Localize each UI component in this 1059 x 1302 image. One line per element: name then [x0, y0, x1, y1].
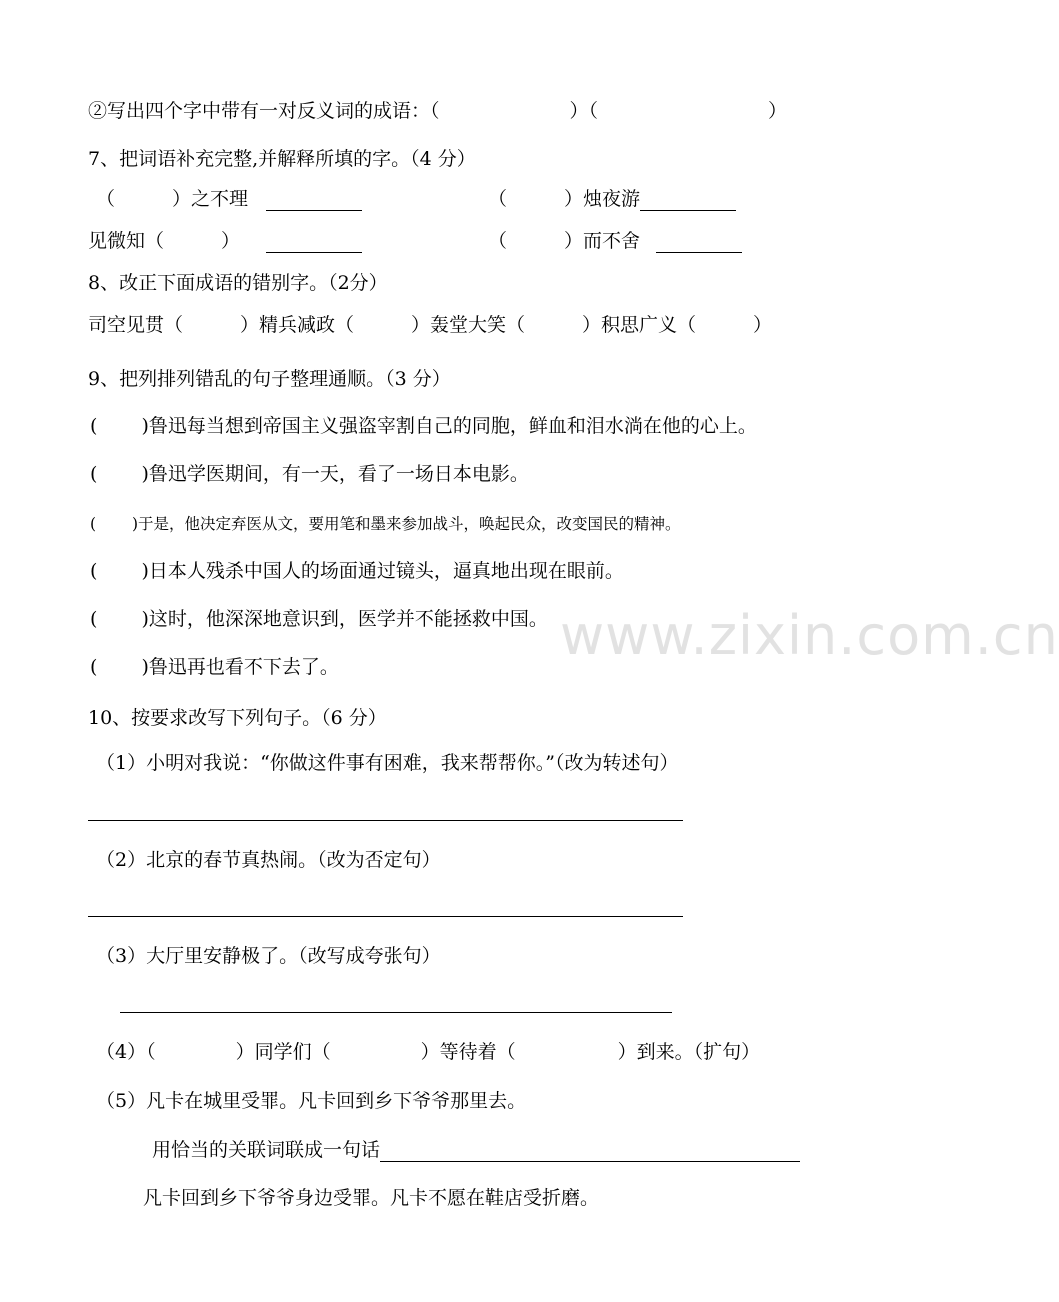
- q10-s4-part-a: （4）（: [96, 1041, 156, 1063]
- q6-part2-prefix: ②写出四个字中带有一对反义词的成语：（: [88, 100, 440, 122]
- q7-row1-right: [488, 187, 736, 211]
- q9-sentence-6: ( )鲁迅再也看不下去了。: [90, 656, 339, 678]
- q7-row2-right: [488, 229, 742, 253]
- q7-row2-left: [88, 229, 362, 253]
- q10-sentence-4: [96, 1040, 760, 1064]
- q6-part2-mid: ）（: [569, 100, 599, 122]
- q7-row1-left: [96, 187, 362, 211]
- q7-blank-3[interactable]: [266, 232, 362, 253]
- q10-instruction-text: 用恰当的关联词联成一句话: [152, 1139, 381, 1161]
- q6-part2: [88, 99, 787, 123]
- q7-row1-left-text: （ ）之不理: [96, 188, 249, 210]
- q9-sentence-5: ( )这时，他深深地意识到，医学并不能拯救中国。: [90, 608, 548, 630]
- watermark: www.zixin.com.cn: [560, 604, 1059, 667]
- q7-row1-right-text: （ ）烛夜游: [488, 188, 641, 210]
- q10-answer-line-1[interactable]: [88, 820, 683, 821]
- q6-part2-end: ）: [768, 100, 788, 122]
- q10-sentence-5: （5）凡卡在城里受罪。凡卡回到乡下爷爷那里去。: [96, 1090, 527, 1112]
- q10-answer-line-5[interactable]: [380, 1141, 800, 1162]
- q10-answer-line-3[interactable]: [120, 1012, 672, 1013]
- q10-sentence-2: （2）北京的春节真热闹。（改为否定句）: [96, 849, 441, 871]
- q9-sentence-2: ( )鲁迅学医期间，有一天，看了一场日本电影。: [90, 463, 529, 485]
- q7-blank-4[interactable]: [656, 232, 742, 253]
- q10-title: 10、按要求改写下列句子。（6 分）: [88, 707, 387, 729]
- q9-sentence-4: ( )日本人残杀中国人的场面通过镜头，逼真地出现在眼前。: [90, 560, 624, 582]
- q7-row2-left-text: 见微知（ ）: [88, 230, 241, 252]
- q10-sentence-6: 凡卡回到乡下爷爷身边受罪。凡卡不愿在鞋店受折磨。: [143, 1187, 600, 1209]
- q8-title: 8、改正下面成语的错别字。（2分）: [88, 272, 388, 294]
- q10-answer-line-2[interactable]: [88, 916, 683, 917]
- q10-sentence-1: （1）小明对我说：“你做这件事有困难，我来帮帮你。”（改为转述句）: [96, 752, 679, 774]
- q9-sentence-1: ( )鲁迅每当想到帝国主义强盗宰割自己的同胞，鲜血和泪水淌在他的心上。: [90, 415, 757, 437]
- q10-sentence-3: （3）大厅里安静极了。（改写成夸张句）: [96, 945, 441, 967]
- q10-s4-part-c: ）等待着（: [420, 1041, 516, 1063]
- q9-sentence-3: ( )于是，他决定弃医从文，要用笔和墨来参加战斗，唤起民众，改变国民的精神。: [90, 515, 681, 533]
- q7-title: 7、把词语补充完整,并解释所填的字。（4 分）: [88, 148, 476, 170]
- q7-blank-2[interactable]: [640, 190, 736, 211]
- q7-row2-right-text: （ ）而不舍: [488, 230, 641, 252]
- q9-title: 9、把列排列错乱的句子整理通顺。（3 分）: [88, 368, 451, 390]
- q10-s4-part-d: ）到来。（扩句）: [617, 1041, 761, 1063]
- q10-instruction: [152, 1138, 800, 1162]
- q7-blank-1[interactable]: [266, 190, 362, 211]
- q10-s4-part-b: ）同学们（: [235, 1041, 331, 1063]
- q8-items: 司空见贯（ ）精兵减政（ ）轰堂大笑（ ）积思广义（ ）: [88, 314, 773, 336]
